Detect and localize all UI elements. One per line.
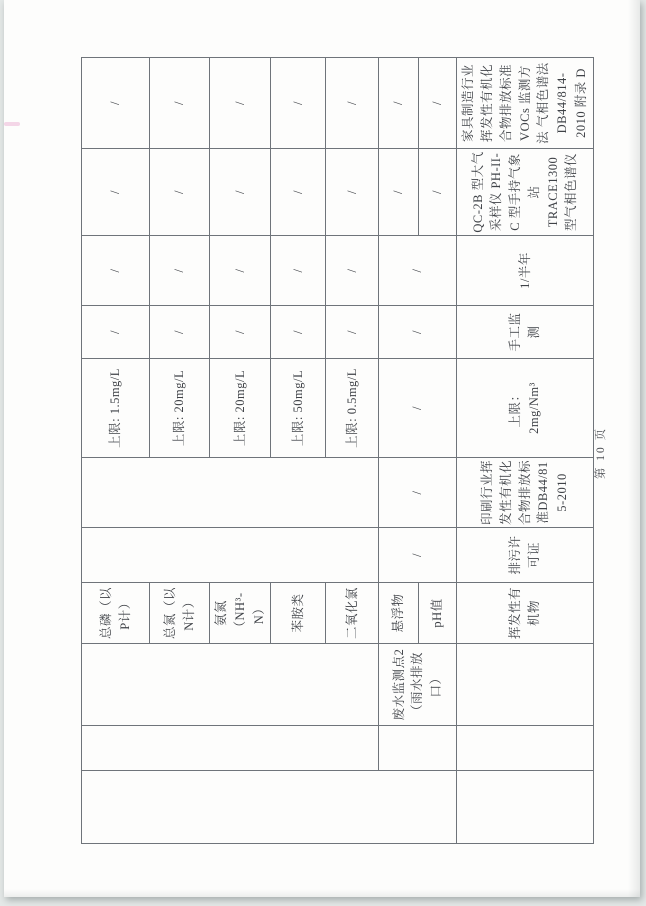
cell-empty-col1-row8 bbox=[457, 771, 593, 844]
cell-frequency-half-year: 1/半年 bbox=[457, 236, 593, 306]
cell-slash: / bbox=[419, 149, 457, 236]
cell-slash: / bbox=[82, 149, 150, 236]
cell-limit-total-phosphorus: 上限: 1.5mg/L bbox=[82, 359, 150, 458]
cell-slash: / bbox=[271, 306, 326, 359]
cell-slash: / bbox=[82, 236, 150, 306]
cell-empty-col2-row8 bbox=[457, 726, 593, 771]
cell-slash: / bbox=[82, 306, 150, 359]
cell-item-ammonia-nitrogen: 氨氮（NH³-N） bbox=[210, 583, 271, 644]
cell-slash: / bbox=[210, 236, 271, 306]
cell-slash: / bbox=[210, 58, 271, 149]
cell-empty-basis1-rows1-5 bbox=[82, 528, 379, 583]
cell-slash: / bbox=[379, 306, 457, 359]
cell-slash: / bbox=[210, 149, 271, 236]
cell-basis-discharge-permit: 排污许可证 bbox=[457, 528, 593, 583]
cell-instruments-vocs: QC-2B 型大气采样仪 PH-II-C 型手持气象站 TRACE1300 型气相色谱仪 bbox=[457, 149, 593, 236]
cell-slash: / bbox=[271, 236, 326, 306]
cell-slash: / bbox=[150, 236, 210, 306]
cell-item-total-phosphorus: 总磷（以P计） bbox=[82, 583, 150, 644]
cell-item-total-nitrogen: 总氮（以N计） bbox=[150, 583, 210, 644]
cell-item-vocs: 挥发性有机物 bbox=[457, 583, 593, 644]
cell-slash: / bbox=[150, 306, 210, 359]
cell-basis-printing-industry-standard: 印刷行业挥发性有机化合物排放标准DB44/815-2010 bbox=[457, 458, 593, 528]
cell-slash: / bbox=[379, 528, 457, 583]
cell-slash: / bbox=[271, 58, 326, 149]
cell-slash: / bbox=[419, 58, 457, 149]
cell-method-manual-monitoring: 手工监测 bbox=[457, 306, 593, 359]
cell-slash: / bbox=[271, 149, 326, 236]
cell-empty-site-row8 bbox=[457, 644, 593, 726]
cell-empty-col2-rows1-5 bbox=[82, 726, 379, 771]
cell-slash: / bbox=[326, 58, 379, 149]
cell-empty-col1-rows1-7 bbox=[82, 771, 457, 844]
cell-slash: / bbox=[379, 458, 457, 528]
cell-slash: / bbox=[379, 359, 457, 458]
cell-slash: / bbox=[150, 149, 210, 236]
cell-slash: / bbox=[150, 58, 210, 149]
cell-limit-total-nitrogen: 上限: 20mg/L bbox=[150, 359, 210, 458]
cell-slash: / bbox=[326, 306, 379, 359]
cell-slash: / bbox=[326, 236, 379, 306]
cell-limit-vocs: 上限： 2mg/Nm³ bbox=[457, 359, 593, 458]
cell-empty-site-rows1-5 bbox=[82, 644, 379, 726]
cell-site-wastewater-point-2: 废水监测点2（雨水排放口） bbox=[379, 644, 457, 726]
cell-limit-ammonia-nitrogen: 上限: 20mg/L bbox=[210, 359, 271, 458]
monitoring-table bbox=[81, 57, 594, 844]
cell-empty-basis2-rows1-5 bbox=[82, 458, 379, 528]
cell-slash: / bbox=[379, 149, 419, 236]
cell-item-anilines: 苯胺类 bbox=[271, 583, 326, 644]
cell-item-ph-value: pH值 bbox=[419, 583, 457, 644]
cell-empty-col2-rows6-7 bbox=[379, 726, 457, 771]
cell-limit-chlorine-dioxide: 上限: 0.5mg/L bbox=[326, 359, 379, 458]
cell-slash: / bbox=[82, 58, 150, 149]
cell-slash: / bbox=[210, 306, 271, 359]
cell-method-basis-furniture-standard: 家具制造行业挥发性有机化合物排放标准 VOCs 监测方法 气相色谱法 DB44/814-2010 附录 D bbox=[457, 58, 593, 149]
cell-item-suspended-solids: 悬浮物 bbox=[379, 583, 419, 644]
cell-slash: / bbox=[379, 236, 457, 306]
cell-slash: / bbox=[379, 58, 419, 149]
cell-limit-anilines: 上限: 50mg/L bbox=[271, 359, 326, 458]
page-number: 第 10 页 bbox=[595, 426, 607, 480]
cell-slash: / bbox=[326, 149, 379, 236]
cell-item-chlorine-dioxide: 二氧化氯 bbox=[326, 583, 379, 644]
